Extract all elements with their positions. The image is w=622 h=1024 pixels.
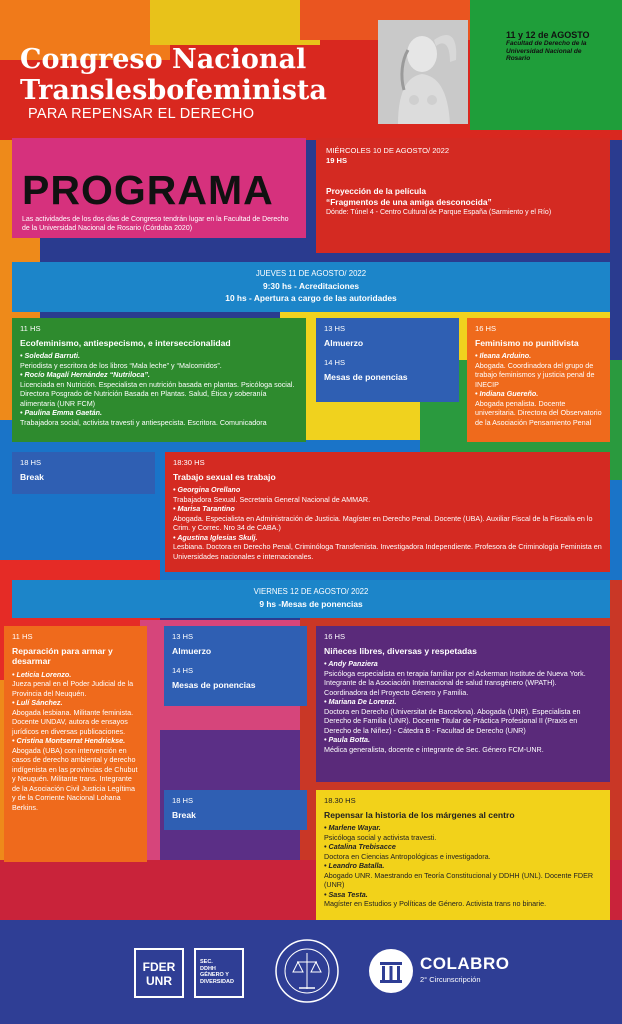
fder-line-1: FDER — [142, 960, 176, 974]
thursday-break-box — [12, 452, 155, 494]
session-ninieces — [316, 626, 610, 782]
colabro-name: COLABRO — [420, 954, 510, 973]
speaker-desc: Abogada lesbiana. Militante feminista. Docente UNDAV, autora de ensayos jurídicos en diversas publicaciones. — [12, 707, 134, 736]
session-reparacion — [4, 626, 147, 862]
sec-line-2: DDHH — [200, 965, 216, 972]
speaker-name: • Marisa Tarantino — [173, 504, 235, 514]
speaker-desc: Licenciada en Nutrición. Especialista en nutrición basada en plantas. Psicóloga social. Directora Posgrado de Nutrición Basada en Plantas. Salud, Ética y soberanía alimentaria (UNR FCM) — [20, 379, 295, 408]
speaker-name: • Soledad Barruti. — [20, 351, 81, 361]
speaker-name: • Ileana Arduino. — [475, 351, 532, 361]
thursday-date: JUEVES 11 DE AGOSTO/ 2022 — [255, 269, 367, 278]
friday-band — [12, 580, 610, 618]
speaker-desc: Psicóloga especialista en terapia familiar por el Ackerman Institute de Nueva York. Integrante de la Asociación Internacional de salud transgénero (WPATH). Coordinadora del Proyecto Género y Familia. — [324, 668, 586, 697]
speaker-name: • Catalina Trebisacce — [324, 842, 396, 852]
session-time: 11 HS — [12, 632, 33, 641]
speaker-desc: Psicóloga social y activista travesti. — [324, 832, 437, 842]
ponencias-label: Mesas de ponencias — [324, 372, 408, 383]
session-title: Trabajo sexual es trabajo — [173, 472, 276, 483]
speaker-name: • Marlene Wayar. — [324, 823, 381, 833]
lunch-time: 13 HS — [172, 632, 194, 641]
sec-line-4: DIVERSIDAD — [200, 978, 234, 985]
speaker-desc: Lesbiana. Doctora en Derecho Penal, Criminóloga Transfemista. Investigadora Independiente. Profesora de Criminología Feminista en Universidades nacionales e internacionales. — [173, 542, 602, 561]
speaker-desc: Trabajadora Sexual. Secretaria General Nacional de AMMAR. — [173, 494, 371, 504]
session-time: 16 HS — [324, 632, 346, 641]
speaker-desc: Doctora en Ciencias Antropológicas e investigadora. — [324, 851, 491, 861]
programa-box — [12, 138, 306, 238]
speaker-desc: Jueza penal en el Poder Judicial de la Provincia del Neuquén. — [12, 679, 134, 698]
congress-subtitle: PARA REPENSAR EL DERECHO — [28, 106, 255, 122]
wednesday-film: “Fragmentos de una amiga desconocida” — [326, 197, 492, 208]
venue-line-2: Universidad Nacional de — [506, 47, 582, 55]
session-punitivista — [467, 318, 610, 442]
session-margenes — [316, 790, 610, 920]
break-time: 18 HS — [20, 458, 42, 467]
session-ecofeminismo — [12, 318, 306, 442]
speaker-desc: Periodista y escritora de los libros “Mala leche” y “Malcomidos”. — [20, 360, 222, 370]
fder-unr-logo — [134, 948, 184, 998]
venue-line-1: Facultad de Derecho de la — [506, 40, 587, 47]
speaker-desc: Abogada penalista. Docente universitaria. Directora del Observatorio de la Asociación Pensamiento Penal — [475, 398, 602, 427]
wednesday-box — [316, 138, 610, 253]
speaker-name: • Indiana Guereño. — [475, 389, 539, 399]
speaker-name: • Sasa Testa. — [324, 889, 368, 899]
wednesday-date: MIÉRCOLES 10 DE AGOSTO/ 2022 — [326, 146, 450, 155]
lunch-time: 13 HS — [324, 324, 346, 333]
lunch-label: Almuerzo — [324, 338, 364, 349]
session-trabajo-sexual — [165, 452, 610, 572]
title-line-2: Translesbofeminista — [20, 75, 327, 106]
la-colectiva-seal — [274, 938, 340, 1004]
speaker-name: • Georgina Orellano — [173, 485, 241, 495]
wednesday-event: Proyección de la película — [326, 186, 427, 197]
friday-date: VIERNES 12 DE AGOSTO/ 2022 — [253, 587, 369, 596]
title-line-1: Congreso Nacional — [20, 44, 307, 75]
speaker-name: • Paulina Emma Gaetán. — [20, 408, 103, 418]
session-time: 16 HS — [475, 324, 497, 333]
session-title: Ecofeminismo, antiespecismo, e interseccionalidad — [20, 338, 231, 349]
thursday-lunch-box — [316, 318, 459, 402]
dates-text: 11 y 12 de AGOSTO — [506, 30, 590, 40]
session-title: Repensar la historia de los márgenes al centro — [324, 810, 515, 821]
speaker-name: • Paula Botta. — [324, 735, 371, 745]
fder-line-2: UNR — [146, 974, 172, 988]
speaker-desc: Abogada (UBA) con intervención en casos de derecho ambiental y derecho indígenista en las provincias de Chubut y Neuquén. Militante trans. Integrante de la Asociación Civil Justicia Legítima y de la Corriente Nacional Lohana Berkins. — [12, 745, 138, 812]
speaker-desc: Abogada. Coordinadora del grupo de trabajo feminismos y justicia penal de INECIP — [475, 360, 595, 389]
speaker-name: • Leandro Batalla. — [324, 861, 385, 871]
speaker-desc: Abogada. Especialista en Administración de Justicia. Magíster en Derecho Penal. Docente (UBA). Auxiliar Fiscal de la Fiscalía en lo Crim. y Correc. Nro 34 de CABA.) — [173, 513, 593, 533]
session-time: 18:30 HS — [173, 458, 205, 467]
event-dates — [506, 30, 590, 63]
session-title: Reparación para armar y desarmar — [12, 646, 113, 667]
speaker-name: • Rocío Magalí Hernández “Nutriloca”. — [20, 370, 150, 380]
speaker-name: • Mariana De Lorenzi. — [324, 697, 397, 707]
lunch-label: Almuerzo — [172, 646, 212, 657]
statue-image — [378, 20, 468, 124]
speaker-desc: Médica generalista, docente e integrante de Sec. Género FCM-UNR. — [324, 744, 544, 754]
break-label: Break — [172, 810, 196, 821]
programa-title: PROGRAMA — [22, 167, 274, 213]
colabro-logo-icon — [368, 948, 414, 994]
speaker-name: • Leticia Lorenzo. — [12, 669, 72, 679]
speaker-desc: Doctora en Derecho (Universitat de Barcelona). Abogada (UNR). Especialista en Derecho de Familia (UNR). Docente Titular de Práctica Profesional II (Praxis en Derecho de la Niñez) - Cátedra B - Facultad de Derecho (UNR) — [324, 706, 581, 735]
speaker-desc: Magíster en Estudios y Políticas de Género. Activista trans no binarie. — [324, 899, 547, 909]
colabro-subtitle: 2° Circunscripción — [420, 975, 481, 984]
wednesday-time: 19 HS — [326, 156, 348, 166]
friday-line-1: 9 hs -Mesas de ponencias — [259, 598, 363, 609]
break-time: 18 HS — [172, 796, 194, 805]
session-title: Feminismo no punitivista — [475, 338, 579, 349]
ponencias-label: Mesas de ponencias — [172, 680, 256, 691]
friday-lunch-box — [164, 626, 307, 706]
venue-line-3: Rosario — [506, 55, 531, 63]
speaker-name: • Andy Panziera — [324, 659, 378, 669]
footer-logos — [0, 920, 622, 1024]
speaker-name: • Cristina Montserrat Hendrickse. — [12, 736, 126, 746]
speaker-name: • Lulí Sánchez. — [12, 698, 63, 708]
thursday-band — [12, 262, 610, 312]
break-label: Break — [20, 472, 44, 483]
speaker-name: • Agustina Iglesias Skulj. — [173, 532, 258, 542]
speaker-desc: Trabajadora social, activista travesti y antiespecista. Escritora. Comunicadora — [20, 417, 267, 427]
session-time: 11 HS — [20, 324, 41, 333]
ponencias-time: 14 HS — [172, 666, 194, 676]
ponencias-time: 14 HS — [324, 358, 346, 368]
sec-line-1: SEC. — [200, 959, 213, 965]
congress-title — [20, 44, 327, 106]
thursday-line-1: 9:30 hs - Acreditaciones — [262, 280, 360, 291]
session-time: 18.30 HS — [324, 796, 356, 805]
speaker-desc: Abogado UNR. Maestrando en Teoría Constitucional y DDHH (UNL). Docente FDER (UNR) — [324, 870, 594, 890]
friday-break-box — [164, 790, 307, 830]
sec-genero-logo — [194, 948, 244, 998]
programa-description: Las actividades de los dos días de Congreso tendrán lugar en la Facultad de Derecho de la Universidad Nacional de Rosario (Córdoba 2020) — [22, 216, 289, 233]
sec-line-3: GÉNERO Y — [200, 972, 229, 979]
session-title: Niñeces libres, diversas y respetadas — [324, 646, 477, 657]
wednesday-place: Dónde: Túnel 4 - Centro Cultural de Parque España (Sarmiento y el Río) — [326, 209, 552, 217]
thursday-line-2: 10 hs - Apertura a cargo de las autoridades — [225, 293, 397, 304]
